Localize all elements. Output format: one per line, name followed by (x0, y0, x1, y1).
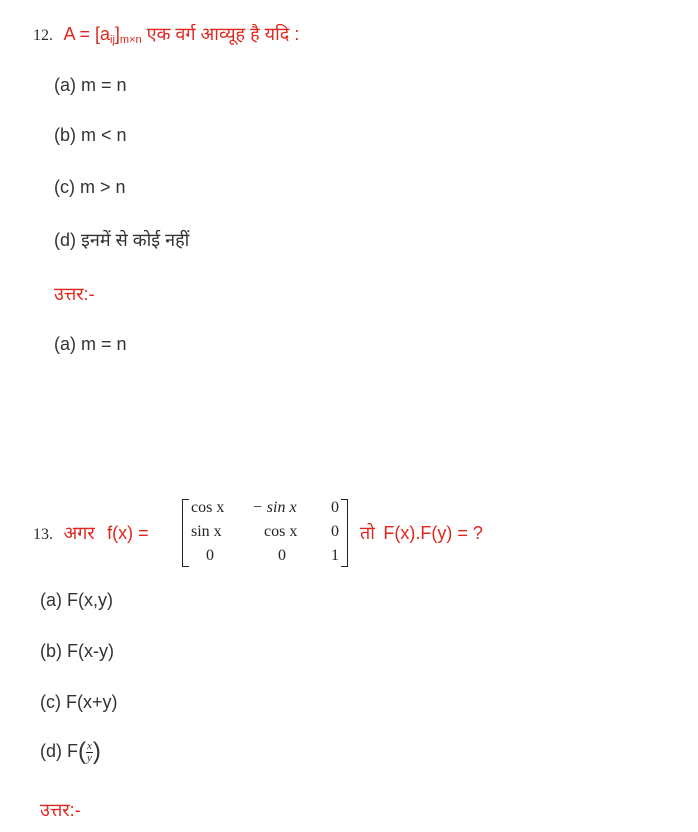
option-a: (a) F(x,y) (40, 590, 113, 610)
matrix-cell: 0 (278, 547, 286, 564)
option-c: (c) F(x+y) (40, 692, 118, 712)
question-number: 12. (33, 27, 53, 44)
function-label: f(x) = (107, 523, 149, 543)
option-b: (b) m < n (54, 125, 127, 145)
matrix-cell: 0 (331, 499, 339, 516)
matrix-cell: cos x (264, 523, 298, 540)
matrix-cell: cos x (191, 499, 225, 516)
option-b: (b) F(x-y) (40, 641, 114, 661)
matrix-left-bracket (182, 499, 189, 567)
answer-label: उत्तर:- (54, 284, 95, 304)
fraction (86, 741, 93, 764)
matrix-cell: 0 (206, 547, 214, 564)
question-13 (33, 521, 149, 545)
open-paren: ( (78, 738, 86, 765)
option-a: (a) m = n (54, 75, 127, 95)
answer-text: (a) m = n (54, 334, 127, 354)
matrix-cell: 0 (331, 523, 339, 540)
question-text: $A = [a_{ij}]_{m\times n}$ एक वर्ग आव्यूह है यदि : (63, 24, 300, 46)
option-c: (c) m > n (54, 177, 126, 197)
answer-label: उत्तर:- (40, 800, 81, 820)
matrix-cell: 1 (331, 547, 339, 564)
close-paren: ) (92, 738, 101, 765)
matrix-right-bracket (341, 499, 348, 567)
fraction-denominator: y (87, 751, 92, 764)
fraction-numerator: x (87, 739, 92, 752)
option-d (40, 738, 101, 766)
rotation-matrix (182, 497, 348, 569)
question-number: 13. (33, 526, 53, 543)
matrix-cell: − sin x (252, 499, 297, 516)
option-d-prefix: (d) F (40, 740, 78, 761)
then-word: तो (360, 523, 375, 543)
matrix-cell: sin x (191, 523, 222, 540)
question-12 (33, 22, 299, 46)
question-lead: अगर (63, 523, 95, 543)
question-expression: F(x).F(y) = ? (383, 523, 483, 543)
option-d: (d) इनमें से कोई नहीं (54, 230, 190, 250)
question-13-tail (360, 521, 483, 545)
